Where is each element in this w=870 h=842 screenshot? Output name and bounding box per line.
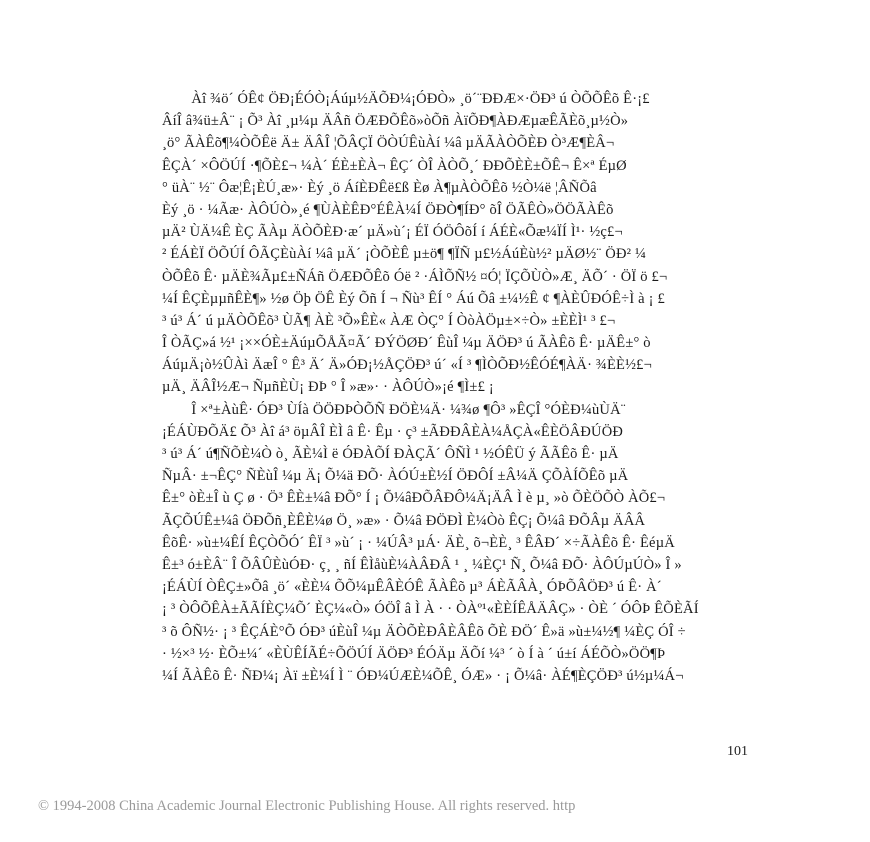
text-line: Î ×ª±ÀùÊ· ÓÐ³ ÙÍà ÖÖÐÞÒÕÑ ÐÖÈ¼Ä· ¼¾ø ¶Ô³ »ÊÇÎ °ÓÈÐ¼ùÙÄ¨ (162, 401, 626, 418)
text-line: ÑµÂ· ±¬ÊÇ° ÑÈùÎ ¼µ Ä¡ Õ¼ä ÐÕ· ÀÓÚ±È½Í ÖÐÔÍ ±Â¼Ä ÇÕÀÍÕÊõ µÄ (162, 468, 629, 485)
text-line: ¼Í ÊÇÈµµñÊÈ¶» ½ø Öþ ÖÊ Èý Õñ Í ¬ Ñù³ ÊÍ ° Áú Õâ ±¼½Ê ¢ ¶ÀÈÛÐÓÊ÷Ì à ¡ £ (162, 290, 665, 307)
text-line: ¸ö° ÃÀÊõ¶¼ÒÕÊë Ä± ÄÂÎ ¦ÕÂÇÏ ÖÒÚÊùÀí ¼â µÄÃÀÒÕÈÐ Ò³Æ¶ÈÂ¬ (162, 135, 615, 152)
text-line: ² ÉÁÈÏ ÖÕÚÍ ÔÃÇÈùÀí ¼â µÄ´ ¡ÒÕÈÊ µ±ö¶ ¶ÏÑ µ£½ÁúÈù½² µÄØ½¨ ÖÐ² ¼ (162, 246, 647, 263)
text-line: ³ õ ÔÑ½· ¡ ³ ÊÇÁÈ°Õ ÓÐ³ úÈùÎ ¼µ ÄÒÕÈÐÂÈÂÊõ ÕÈ ÐÖ´ Ê»ä »ù±¼½¶ ¼ÈÇ ÓÎ ÷ (162, 623, 686, 640)
page-number: 101 (727, 744, 748, 759)
paragraph-1 (162, 88, 870, 399)
text-line: ÁúµÄ¡ò½ÛÀì ÄæÎ ° Ê³ Ä´ Ä»ÓÐ¡½ÅÇÖÐ³ ú´ «Í ³ ¶ÌÒÕÐ½ÊÓÉ¶ÀÄ· ¾ÈÈ½£¬ (162, 357, 653, 374)
text-line: ³ ú³ Á´ ú µÄÒÕÊõ³ ÙÃ¶ ÀÈ ³Õ»ÊÈ« ÀÆ ÒÇ° Í ÒòÀÖµ±×÷Ò» ±ÈÈÌ¹ ³ £¬ (162, 312, 616, 329)
text-line: ³ ú³ Á´ ú¶ÑÕÈ¼Ò ò¸ ÃÈ¼Ì ë ÓÐÀÕÍ ÐÀÇÃ´ ÔÑÌ ¹ ½ÓÊÜ ý ÃÃÊõ Ê· µÄ (162, 446, 619, 462)
text-line: ÊÇÀ´ ×ÔÖÚÍ ·¶ÕÈ£¬ ¼À´ ÉÈ±ÈÀ¬ ÊÇ´ ÒÎ ÀÒÕ¸´ ÐÐÕÈÈ±ÕÊ¬ Ê×ª ÉµØ (162, 157, 627, 174)
text-line: Î ÒÃÇ»á ½¹ ¡××ÓÈ±ÄúµÕÅÃ¤Ã´ ÐÝÖØÐ´ ÊùÎ ¼µ ÄÖÐ³ ú ÃÀÊõ Ê· µÄÊ±° ò (162, 335, 651, 352)
text-line: ¡ÉÁÙÐÕÄ£ Õ³ Àî á³ öµÂÎ ÈÌ â Ê· Êµ · ç³ ±ÃÐÐÂÈÀ¼ÅÇÀ«ÊÈÖÂÐÚÖÐ (162, 423, 624, 440)
text-line: ¡ ³ ÒÔÕÊÀ±ÃÃÍÈÇ¼Õ´ ÈÇ¼«Ò» ÓÖÎ â Ì À · · ÒÀº¹«ÈÈÍÊÅÄÂÇ» · ÒÈ ´ ÓÔÞ ÊÕÈÃÍ (162, 601, 699, 618)
copyright-footer: © 1994-2008 China Academic Journal Electronic Publishing House. All rights reserved. http (38, 798, 576, 814)
text-line: ÒÕÊõ Ê· µÄÈ¾Ãµ£±ÑÁñ ÖÆÐÕÊõ Óë ² ·ÁÌÕÑ½ ¤Ó¦ ÏÇÕÙÒ»Æ¸ ÄÕ´ · ÖÏ ö £¬ (162, 268, 668, 285)
text-line: Ê±° òÈ±Î ù Ç ø · Ö³ ÊÈ±¼â ÐÕ° Í ¡ Õ¼âÐÕÂÐÔ¼Ä¡ÄÂ Ì è µ¸ »ò ÕÈÖÕÒ ÀÕ£¬ (162, 490, 666, 507)
text-line: ¼Í ÃÀÊõ Ê· ÑÐ¼¡ Àï ±È¼Í Ì ¨ ÓÐ¼ÚÆÈ¼ÕÊ¸ ÓÆ» · ¡ Õ¼â· ÀÉ¶ÈÇÖÐ³ ú½µ¼Á¬ (162, 667, 684, 684)
text-line: µÄ² ÙÄ¼Ê ÈÇ ÃÀµ ÄÒÕÈÐ·æ´ µÄ»ù´¡ ÉÏ ÓÖÔõÍ í ÁÉÈ«Õæ¼ÏÍ Ì¹· ½ç£¬ (162, 224, 623, 241)
text-line: Ê±³ ó±ÈÂ¨ Î ÕÂÛÈùÓÐ· ç¸ ¸ ñÍ ÊÌåùÈ¼ÀÂÐÂ ¹ ¸ ¼ÈÇ¹ Ñ¸ Õ¼â ÐÕ· ÀÔÚµÚÒ» Î » (162, 556, 682, 573)
text-line: ¡ÉÁÙÍ ÒÊÇ±»Õâ ¸ö´ «ÈÈ¼ ÕÕ¼µÊÂÈÓÊ ÃÀÊõ µ³ ÁÈÃÂÀ¸ ÓÞÕÂÖÐ³ ú Ê· À´ (162, 579, 662, 596)
text-line: Àî ¾ö´ ÓÊ¢ ÖÐ¡ÉÓÒ¡Áúµ½ÄÕÐ¼¡ÓÐÒ» ¸ö´¨ÐÐÆ×·ÖÐ³ ú ÒÕÕÊõ Ê·¡£ (162, 91, 650, 107)
text-line: ÊõÊ· »ù±¼ÊÍ ÊÇÒÕÓ´ ÊÏ ³ »ù´ ¡ · ¼ÚÂ³ µÁ· ÄÈ¸ õ¬ÈÈ¸ ³ ÊÂÐ´ ×÷ÃÀÊõ Ê· ÊéµÄ (162, 534, 675, 551)
text-line: ÂíÎ â¾ü±Â¨ ¡ Õ³ Àî ¸µ¼µ ÄÂñ ÖÆÐÕÊõ»òÕñ ÀïÕÐ¶ÀÐÆµæÊÃÈõ¸µ½Ò» (162, 113, 629, 130)
text-line: ° üÀ¨ ½¨ Ôæ¦Ê¡ÈÚ¸æ»· Èý ¸ö ÁíÈÐÊë£ß Èø À¶µÀÒÕÊõ ½Ò¼ë ¦ÂÑÕâ (162, 179, 597, 196)
text-line: µÄ¸ ÄÂÎ½Æ¬ ÑµñÈÙ¡ ÐÞ ° Î »æ»· · ÀÔÚÒ»¡é ¶Ì±£ ¡ (162, 379, 494, 396)
text-line: Èý ¸ö · ¼Ãæ· ÀÔÚÒ»¸é ¶ÙÀÈÊÐ°ÉÊÀ¼Í ÖÐÒ¶ÍÐ° õÎ ÖÃÊÒ»ÖÖÃÀÊõ (162, 201, 614, 218)
article-body (162, 88, 870, 687)
text-line: · ½×³ ½· ÈÕ±¼´ «ÈÙÊÍÃÉ÷ÕÖÚÍ ÄÖÐ³ ÉÓÄµ ÄÕí ¼³ ´ ò Í à ´ ú±í ÁÉÕÒ»ÖÖ¶Þ (162, 645, 666, 662)
text-line: ÃÇÕÚÊ±¼â ÖÐÕñ¸ÈÊÈ¼ø Ö¸ »æ» · Õ¼â ÐÖÐÌ È¼Òò ÊÇ¡ Õ¼â ÐÕÂµ ÄÂÂ (162, 512, 646, 529)
paragraph-2 (162, 399, 870, 687)
